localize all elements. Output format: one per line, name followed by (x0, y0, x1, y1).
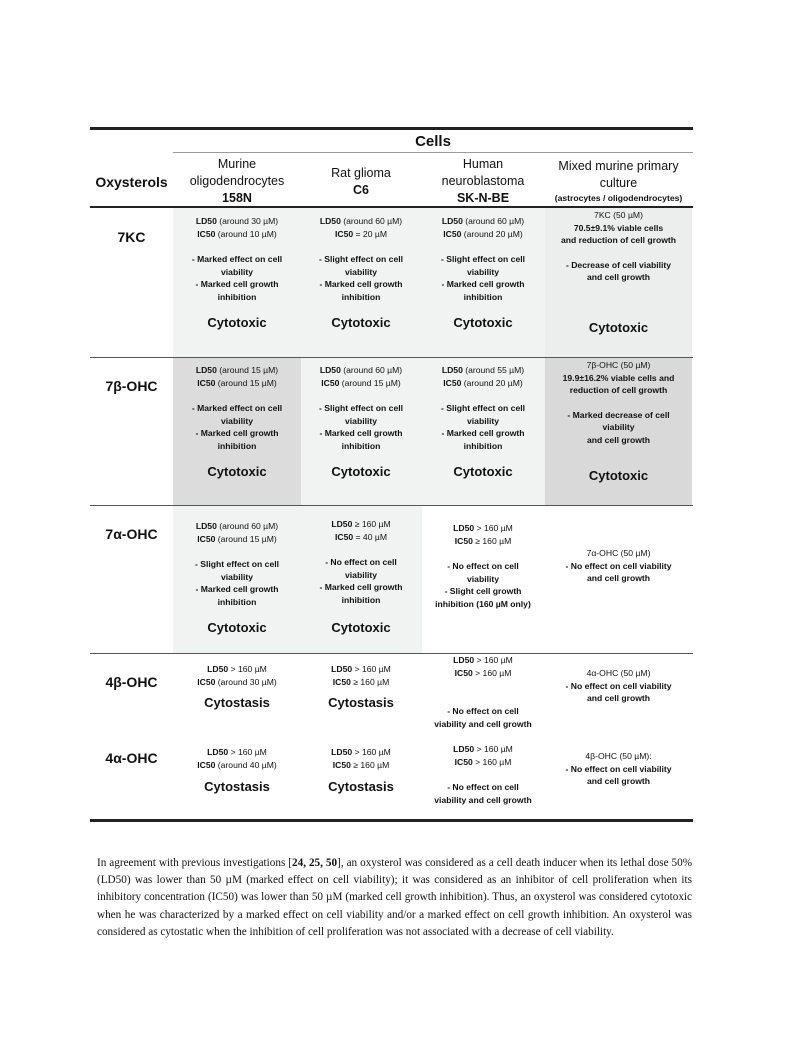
cell-4a-ohc-primary-culture: 4β-OHC (50 µM): - No effect on cell viability and cell growth (565, 751, 672, 786)
row-label-7a-ohc: 7α-OHC (105, 526, 158, 542)
verdict: Cytotoxic (588, 319, 649, 335)
row-label-7b-ohc: 7β-OHC (105, 378, 158, 394)
column-header-158n: Murine oligodendrocytes 158N (189, 157, 285, 205)
cell-7kc-primary-culture: 7KC (50 µM) 70.5±9.1% viable cells and reduction of cell growth - Decrease of cell viability and cell growth Cytotoxic (545, 209, 692, 334)
cell-4a-ohc-158n: LD50 > 160 µM IC50 (around 40 µM) Cytostasis (173, 746, 301, 794)
column-header-c6: Rat glioma C6 (331, 166, 391, 197)
verdict: Cytotoxic (588, 468, 649, 483)
body-paragraph: In agreement with previous investigations [24, 25, 50], an oxysterol was considered as a cell death inducer when its lethal dose 50% (LD50) was lower than 50 µM (marked effect on cell viability); it was considered as an inhibitor of cell proliferation when its inhibitory concentration (IC50) was lower than 50 µM (marked cell growth inhibition). Thus, an oxysterol was considered cytotoxic when he was characterized by a marked effect on cell viability and/or a marked effect on cell growth inhibition. An oxysterol was considered as cytostatic when the inhibition of cell proliferation was not associated with a decrease of cell viability. (97, 857, 693, 938)
cell-7a-ohc-c6: LD50 ≥ 160 µM IC50 = 40 µM - No effect on cell viability - Marked cell growth inhibition Cytotoxic (301, 518, 421, 635)
cell-7a-ohc-158n: LD50 (around 60 µM) IC50 (around 15 µM) - Slight effect on cell viability - Marked cell growth inhibition Cytotoxic (173, 520, 301, 635)
cell-4a-ohc-sk-n-be: LD50 > 160 µM IC50 > 160 µM - No effect on cell viability and cell growth (434, 744, 532, 805)
table-bottom-rule (90, 819, 693, 822)
cell-7kc-158n: LD50 (around 30 µM) IC50 (around 10 µM) - Marked effect on cell viability - Marked cell growth inhibition Cytotoxic (173, 215, 301, 330)
cell-7b-ohc-sk-n-be: LD50 (around 55 µM) IC50 (around 20 µM) - Slight effect on cell viability - Marked cell growth inhibition Cytotoxic (421, 364, 545, 479)
cell-7a-ohc-sk-n-be: LD50 > 160 µM IC50 ≥ 160 µM - No effect on cell viability - Slight cell growth inhibition (160 µM only) (435, 523, 531, 609)
citation-refs: 24, 25, 50 (292, 857, 338, 869)
row-label-7kc: 7KC (117, 229, 146, 245)
cell-4a-ohc-c6: LD50 > 160 µM IC50 ≥ 160 µM Cytostasis (301, 746, 421, 794)
verdict: Cytotoxic (453, 464, 513, 479)
cell-4b-ohc-158n: LD50 > 160 µM IC50 (around 30 µM) Cytostasis (173, 663, 301, 710)
cell-4b-ohc-sk-n-be: LD50 > 160 µM IC50 > 160 µM - No effect on cell viability and cell growth (434, 655, 532, 729)
column-header-sk-n-be: Human neuroblastoma SK-N-BE (441, 157, 525, 205)
verdict: Cytostasis (204, 695, 270, 710)
oxysterols-header: Oxysterols (95, 174, 168, 190)
cell-7kc-sk-n-be: LD50 (around 60 µM) IC50 (around 20 µM) - Slight effect on cell viability - Marked cell growth inhibition Cytotoxic (421, 215, 545, 330)
cell-7a-ohc-primary-culture: 7α-OHC (50 µM) - No effect on cell viability and cell growth (565, 548, 672, 583)
verdict: Cytotoxic (207, 315, 267, 330)
verdict: Cytotoxic (331, 620, 391, 635)
verdict: Cytotoxic (207, 620, 267, 635)
cell-4b-ohc-primary-culture: 4α-OHC (50 µM) - No effect on cell viability and cell growth (565, 668, 672, 703)
verdict: Cytotoxic (207, 464, 267, 479)
cell-4b-ohc-c6: LD50 > 160 µM IC50 ≥ 160 µM Cytostasis (301, 663, 421, 710)
row-divider-1 (90, 357, 693, 358)
row-label-4a-ohc: 4α-OHC (105, 750, 158, 766)
verdict: Cytotoxic (453, 315, 513, 330)
cell-7b-ohc-158n: LD50 (around 15 µM) IC50 (around 15 µM) - Marked effect on cell viability - Marked cell growth inhibition Cytotoxic (173, 364, 301, 479)
cell-7b-ohc-primary-culture: 7β-OHC (50 µM) 19.9±16.2% viable cells and reduction of cell growth - Marked decrease of cell viability and cell growth Cytotoxic (545, 359, 692, 483)
row-divider-2 (90, 505, 693, 506)
column-header-primary-culture: Mixed murine primary culture (astrocytes / oligodendrocytes) (554, 159, 683, 203)
table-top-rule (90, 127, 693, 130)
verdict: Cytostasis (204, 779, 270, 794)
verdict: Cytotoxic (331, 315, 391, 330)
row-divider-3 (90, 653, 693, 654)
cells-header: Cells (415, 133, 451, 150)
verdict: Cytostasis (328, 779, 394, 794)
cell-7kc-c6: LD50 (around 60 µM) IC50 = 20 µM - Slight effect on cell viability - Marked cell growth inhibition Cytotoxic (301, 215, 421, 330)
cell-7b-ohc-c6: LD50 (around 60 µM) IC50 (around 15 µM) - Slight effect on cell viability - Marked cell growth inhibition Cytotoxic (301, 364, 421, 479)
row-label-4b-ohc: 4β-OHC (105, 674, 158, 690)
verdict: Cytotoxic (331, 464, 391, 479)
cells-underline (173, 152, 693, 153)
verdict: Cytostasis (328, 695, 394, 710)
